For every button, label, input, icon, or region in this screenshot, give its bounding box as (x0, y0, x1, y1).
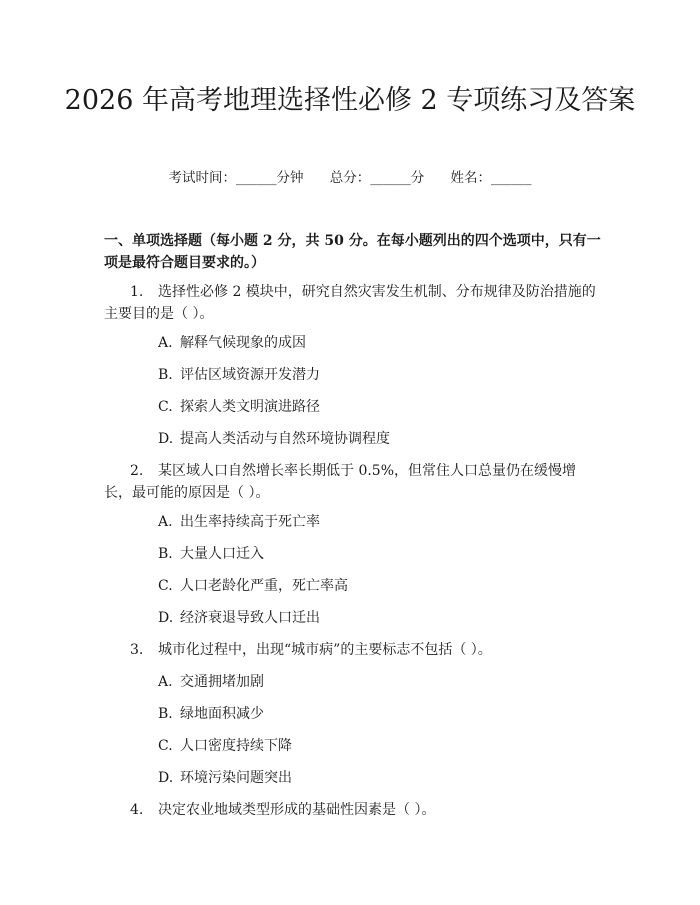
option-1b (158, 364, 598, 386)
option-3b (158, 703, 598, 725)
option-letter: B. (158, 546, 173, 562)
question-number: 4. (130, 802, 144, 818)
option-letter: A. (158, 514, 173, 530)
option-letter: D. (158, 431, 174, 447)
option-text: 环境污染问题突出 (180, 770, 292, 786)
question-text: 城市化过程中，出现“城市病”的主要标志不包括（ ）。 (158, 642, 492, 658)
exam-name: 姓名：______ (450, 170, 532, 186)
question-4 (104, 799, 604, 821)
option-3a (158, 671, 598, 693)
option-2d (158, 607, 598, 629)
option-letter: C. (158, 578, 173, 594)
option-text: 交通拥堵加剧 (180, 674, 264, 690)
question-text: 某区域人口自然增长率长期低于 0.5%，但常住人口总量仍在缓慢增长，最可能的原因是（ ）。 (104, 463, 577, 501)
document-title: 2026 年高考地理选择性必修 2 专项练习及答案 (64, 85, 636, 116)
option-letter: D. (158, 770, 174, 786)
option-1c (158, 396, 598, 418)
question-2 (104, 460, 604, 504)
option-text: 提高人类活动与自然环境协调程度 (180, 431, 390, 447)
option-letter: A. (158, 335, 173, 351)
option-2b (158, 543, 598, 565)
option-letter: C. (158, 399, 173, 415)
option-text: 评估区域资源开发潜力 (180, 367, 320, 383)
question-text: 选择性必修 2 模块中，研究自然灾害发生机制、分布规律及防治措施的主要目的是（ ）。 (104, 284, 596, 322)
option-letter: B. (158, 367, 173, 383)
option-text: 人口老龄化严重，死亡率高 (180, 578, 348, 594)
question-number: 2. (130, 463, 144, 479)
option-text: 人口密度持续下降 (180, 738, 292, 754)
option-1a (158, 332, 598, 354)
question-text: 决定农业地域类型形成的基础性因素是（ ）。 (158, 802, 436, 818)
exam-time: 考试时间：______分钟 (168, 170, 304, 186)
option-text: 经济衰退导致人口迁出 (180, 610, 320, 626)
question-number: 1. (130, 284, 144, 300)
option-letter: C. (158, 738, 173, 754)
option-3c (158, 735, 598, 757)
question-3 (104, 639, 604, 661)
option-1d (158, 428, 598, 450)
option-text: 探索人类文明演进路径 (180, 399, 320, 415)
exam-meta (0, 168, 700, 188)
option-text: 绿地面积减少 (180, 706, 264, 722)
exam-score: 总分：______分 (329, 170, 425, 186)
section-heading: 一、单项选择题（每小题 2 分，共 50 分。在每小题列出的四个选项中，只有一项是最符合题目要求的。） (104, 233, 601, 271)
option-3d (158, 767, 598, 789)
option-2a (158, 511, 598, 533)
option-letter: A. (158, 674, 173, 690)
option-letter: D. (158, 610, 174, 626)
option-text: 出生率持续高于死亡率 (180, 514, 320, 530)
question-number: 3. (130, 642, 144, 658)
option-text: 大量人口迁入 (180, 546, 264, 562)
option-text: 解释气候现象的成因 (180, 335, 306, 351)
option-letter: B. (158, 706, 173, 722)
option-2c (158, 575, 598, 597)
question-1 (104, 281, 604, 325)
